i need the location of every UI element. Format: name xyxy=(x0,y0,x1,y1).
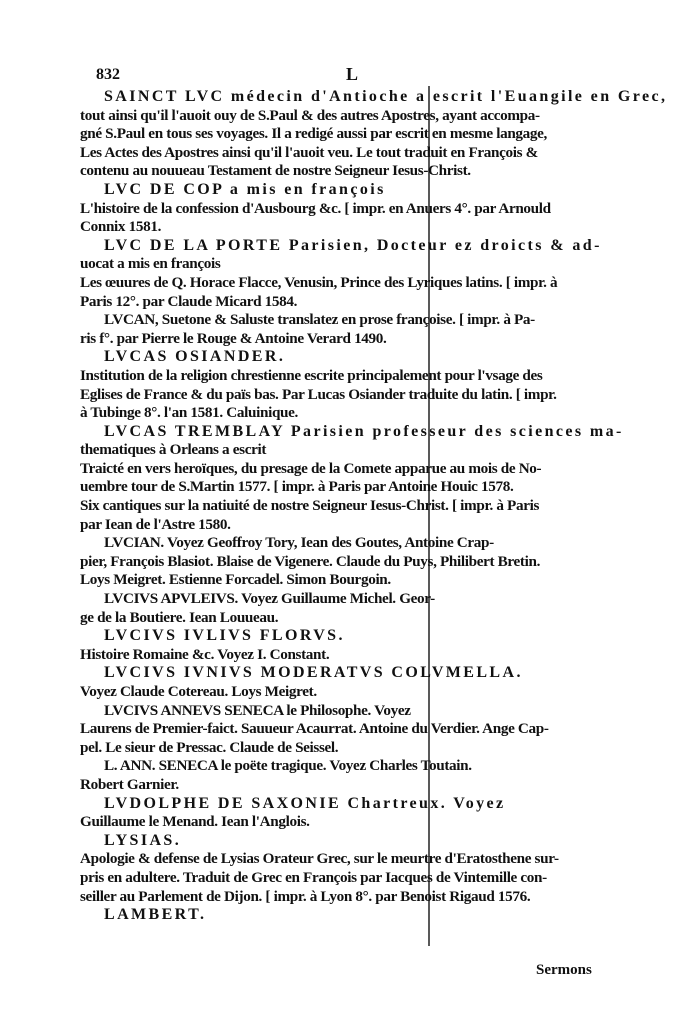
text-line: LVCIVS ANNEVS SENECA le Philosophe. Voyez xyxy=(104,701,411,719)
page-number: 832 xyxy=(96,66,120,83)
text-line: LVC DE LA PORTE Parisien, Docteur ez droicts & ad- xyxy=(104,236,602,254)
text-line: Institution de la religion chrestienne escrite principalement pour l'vsage des xyxy=(80,366,543,384)
text-line: thematiques à Orleans a escrit xyxy=(80,441,267,459)
text-line: ge de la Boutiere. Iean Louueau. xyxy=(80,608,279,626)
text-line: LVDOLPHE DE SAXONIE Chartreux. Voyez xyxy=(104,794,506,812)
text-line: LVCAN, Suetone & Saluste translatez en prose françoise. [ impr. à Pa- xyxy=(104,311,535,329)
running-letter: L xyxy=(346,64,359,84)
text-line: pris en adultere. Traduit de Grec en François par Iacques de Vintemille con- xyxy=(80,868,547,886)
text-line: Les œuures de Q. Horace Flacce, Venusin, Prince des Lyriques latins. [ impr. à xyxy=(80,273,558,291)
text-line: LVCAS OSIANDER. xyxy=(104,348,286,366)
text-line: LVCIVS IVLIVS FLORVS. xyxy=(104,627,345,645)
text-line: contenu au nouueau Testament de nostre Seigneur Iesus-Christ. xyxy=(80,162,471,180)
text-line: tout ainsi qu'il l'auoit ouy de S.Paul & des autres Apostres, ayant accompa- xyxy=(80,106,540,124)
text-line: Robert Garnier. xyxy=(80,775,179,793)
text-line: L'histoire de la confession d'Ausbourg &c. [ impr. en Anuers 4°. par Arnould xyxy=(80,199,551,217)
text-line: pel. Le sieur de Pressac. Claude de Seissel. xyxy=(80,738,339,756)
text-line: par Iean de l'Astre 1580. xyxy=(80,515,231,533)
text-line: LAMBERT. xyxy=(104,906,207,924)
text-line: Apologie & defense de Lysias Orateur Grec, sur le meurtre d'Eratosthene sur- xyxy=(80,850,559,868)
text-line: L. ANN. SENECA le poëte tragique. Voyez Charles Toutain. xyxy=(104,757,472,775)
text-line: Loys Meigret. Estienne Forcadel. Simon Bourgoin. xyxy=(80,571,391,589)
text-line: Eglises de France & du païs bas. Par Lucas Osiander traduite du latin. [ impr. xyxy=(80,385,557,403)
page-text xyxy=(80,88,668,925)
text-line: Laurens de Premier-faict. Sauueur Acaurrat. Antoine du Verdier. Ange Cap- xyxy=(80,720,549,738)
text-line: Histoire Romaine &c. Voyez I. Constant. xyxy=(80,645,330,663)
text-line: Connix 1581. xyxy=(80,218,162,236)
text-line: uembre tour de S.Martin 1577. [ impr. à Paris par Antoine Houic 1578. xyxy=(80,478,514,496)
text-line: LVCAS TREMBLAY Parisien professeur des sciences ma- xyxy=(104,422,624,440)
text-line: SAINCT LVC médecin d'Antioche a escrit l'Euangile en Grec, xyxy=(104,88,668,105)
text-line: Voyez Claude Cotereau. Loys Meigret. xyxy=(80,683,317,700)
text-line: LVCIVS IVNIVS MODERATVS COLVMELLA. xyxy=(104,664,523,682)
text-line: pier, François Blasiot. Blaise de Vigenere. Claude du Puys, Philibert Bretin. xyxy=(80,552,541,570)
text-line: LVCIVS APVLEIVS. Voyez Guillaume Michel. Geor- xyxy=(104,590,435,608)
text-line: LVC DE COP a mis en françois xyxy=(104,180,386,198)
text-line: LVCIAN. Voyez Geoffroy Tory, Iean des Goutes, Antoine Crap- xyxy=(104,534,494,552)
text-line: Guillaume le Menand. Iean l'Anglois. xyxy=(80,813,310,831)
text-line: LYSIAS. xyxy=(104,831,182,849)
text-line: à Tubinge 8°. l'an 1581. Caluinique. xyxy=(80,404,298,422)
text-line: Traicté en vers heroïques, du presage de la Comete apparue au mois de No- xyxy=(80,459,542,477)
text-line: gné S.Paul en tous ses voyages. Il a redigé aussi par escrit en mesme langage, xyxy=(80,125,547,143)
text-line: Les Actes des Apostres ainsi qu'il l'auoit veu. Le tout traduit en François & xyxy=(80,143,538,161)
text-line: uocat a mis en françois xyxy=(80,255,221,273)
text-line: ris f°. par Pierre le Rouge & Antoine Verard 1490. xyxy=(80,329,387,347)
catchword: Sermons xyxy=(536,962,592,978)
text-line: Paris 12°. par Claude Micard 1584. xyxy=(80,292,298,310)
text-line: seiller au Parlement de Dijon. [ impr. à Lyon 8°. par Benoist Rigaud 1576. xyxy=(80,887,531,905)
text-line: Six cantiques sur la natiuité de nostre Seigneur Iesus-Christ. [ impr. à Paris xyxy=(80,497,540,515)
